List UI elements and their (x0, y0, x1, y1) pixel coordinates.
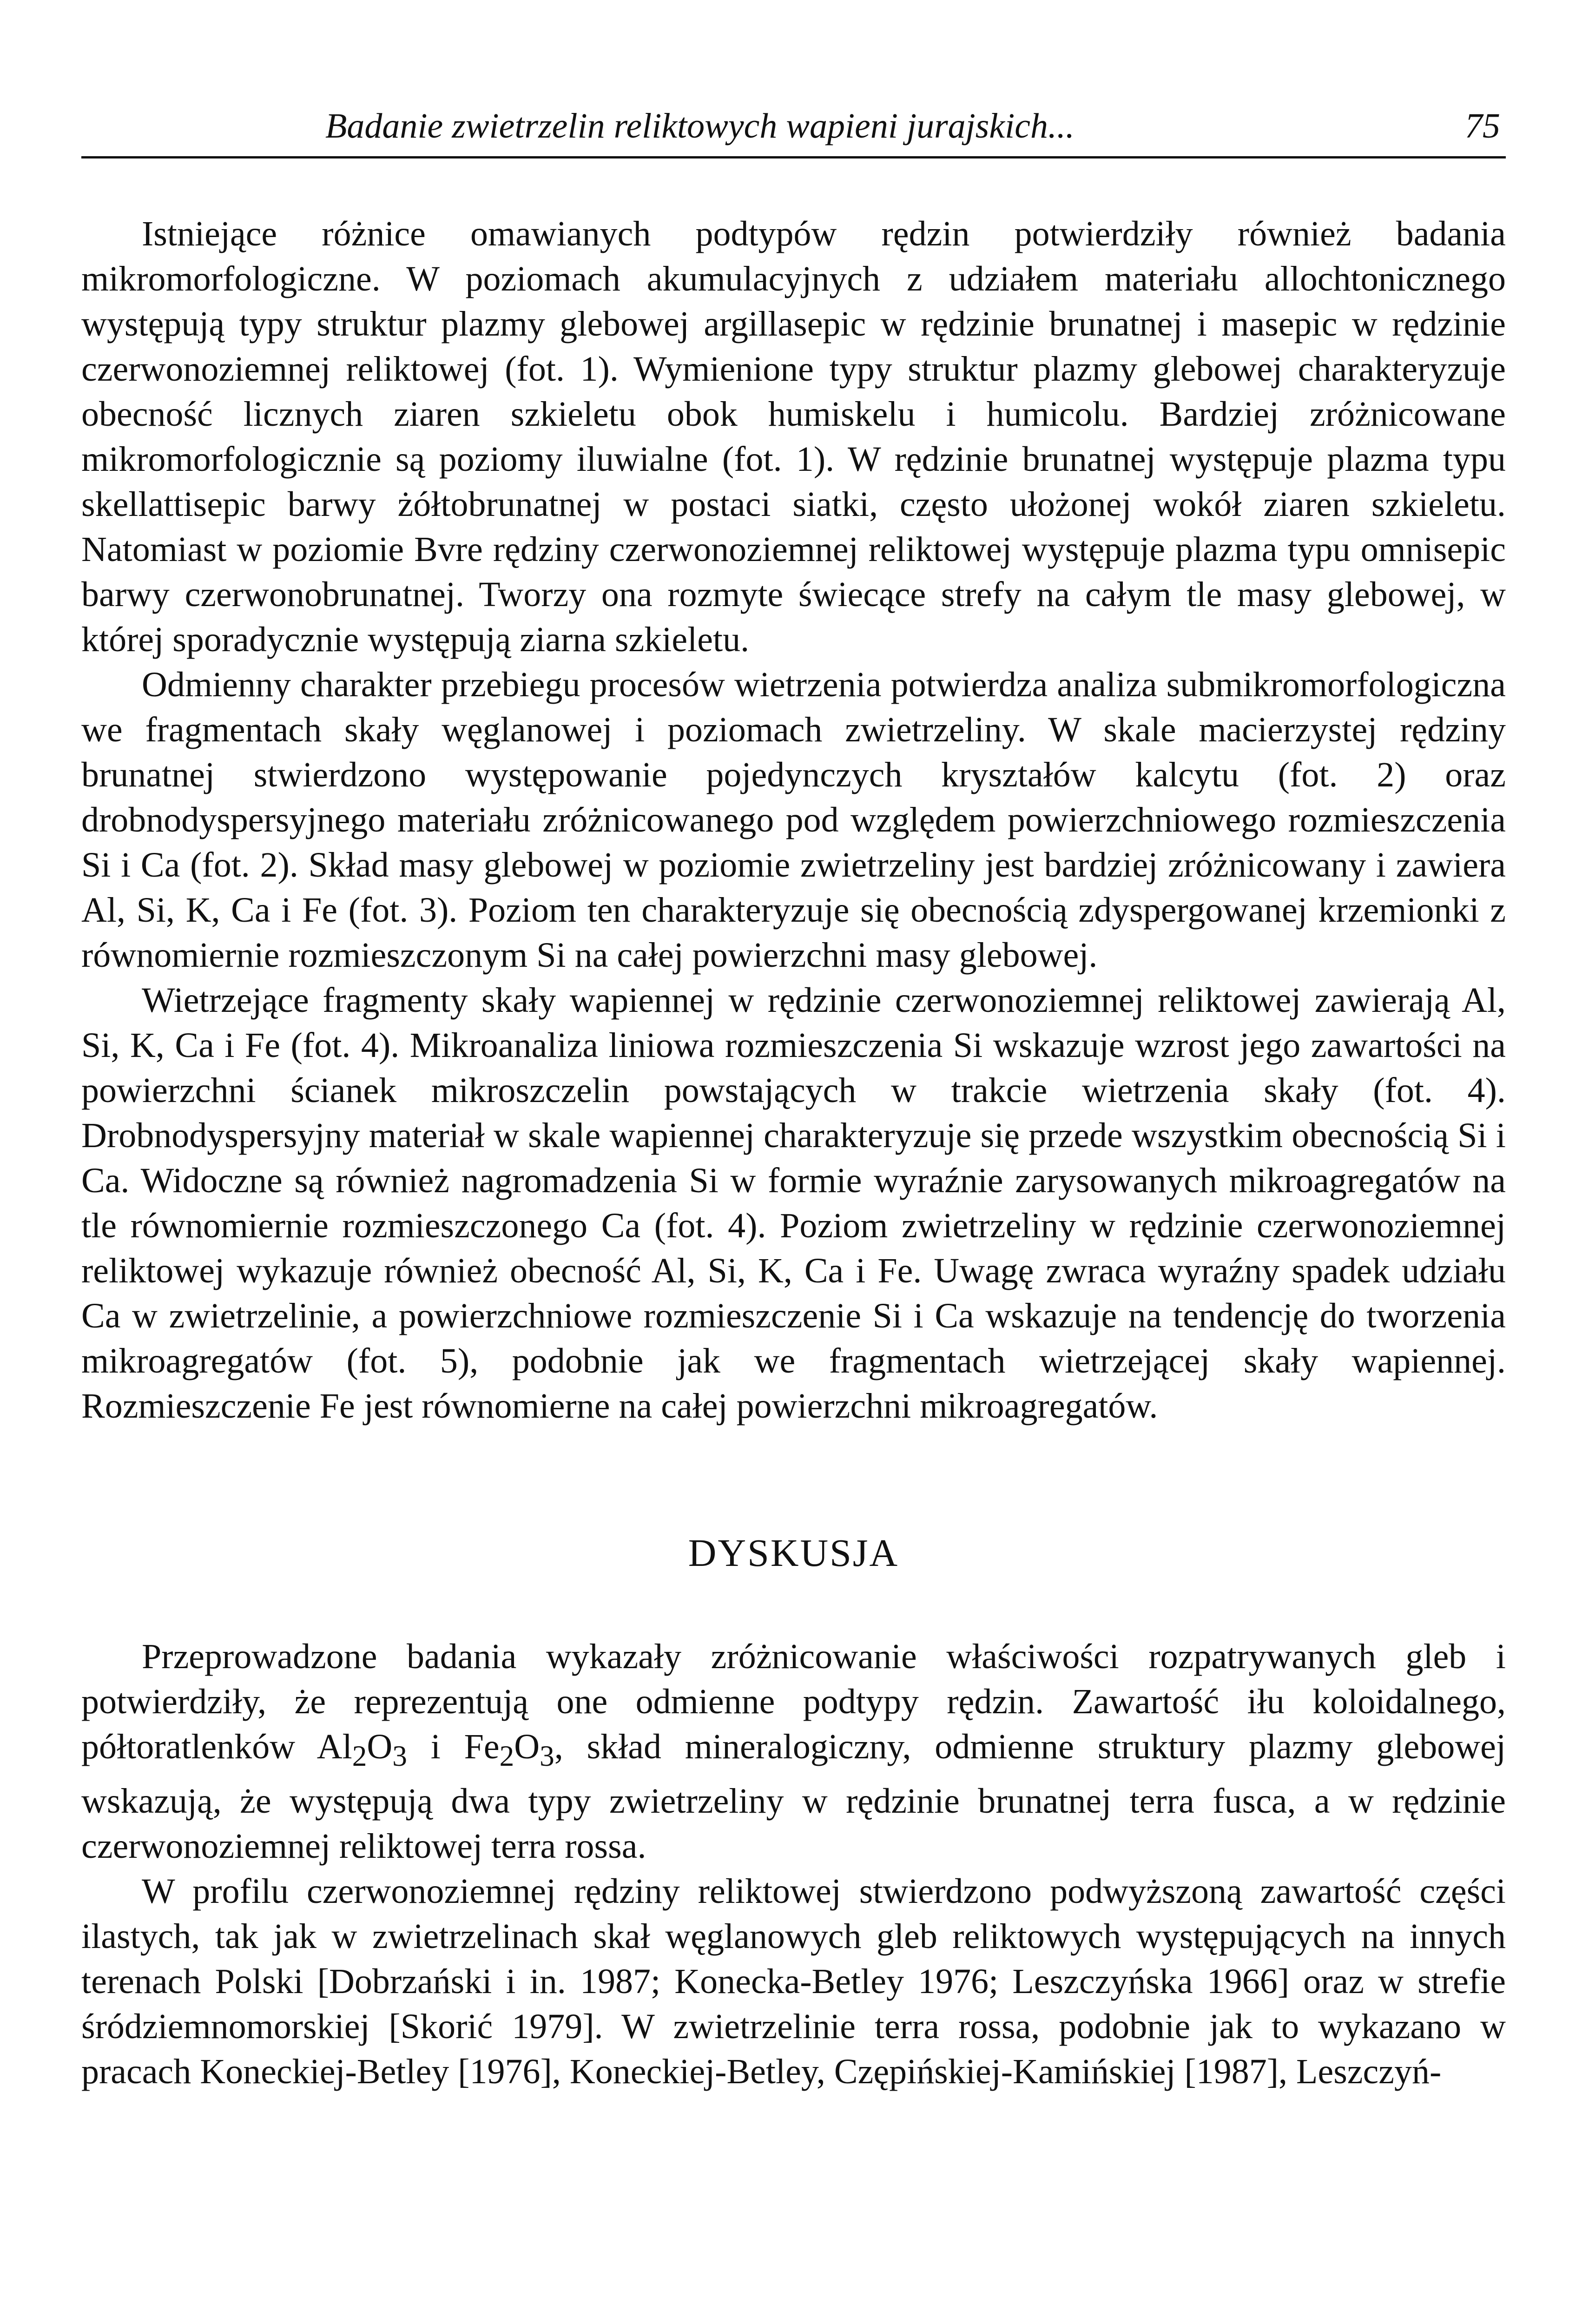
formula-fe2o3: $Fe_2O_3$ (464, 1727, 554, 1773)
paragraph-discussion-1 (81, 1634, 1506, 1869)
page-number: 75 (1465, 106, 1500, 145)
discussion-text-end: , skład mineralogiczny, odmienne struktury plazmy glebowej wskazują, że występują dwa typy zwietrzeliny w rędzinie brunatnej terra fusca, a w rędzinie czerwonoziemnej reliktowej terra rossa. (81, 1727, 1506, 1866)
page-body (81, 211, 1506, 2094)
running-header (81, 100, 1506, 158)
paragraph-discussion-2: W profilu czerwonoziemnej rędziny reliktowej stwierdzono podwyższoną zawartość części ilastych, tak jak w zwietrzelinach skał węglanowych gleb reliktowych występujących na innych terenach Polski [Dobrzański i in. 1987; Konecka-Betley 1976; Leszczyńska 1966] oraz w strefie śródziemnomorskiej [Skorić 1979]. W zwietrzelinie terra rossa, podobnie jak to wykazano w pracach Koneckiej-Betley [1976], Koneckiej-Betley, Czępińskiej-Kamińskiej [1987], Leszczyń- (81, 1872, 1506, 2092)
formula-al2o3: $Al_2O_3$ (316, 1727, 407, 1773)
discussion-text-and: i (407, 1727, 464, 1766)
paragraph-submicromorphology: Odmienny charakter przebiegu procesów wietrzenia potwierdza analiza submikromorfologiczna we fragmentach skały węglanowej i poziomach zwietrzeliny. W skale macierzystej rędziny brunatnej stwierdzono występowanie pojedynczych kryształów kalcytu (fot. 2) oraz drobnodyspersyjnego materiału zróżnicowanego pod względem powierzchniowego rozmieszczenia Si i Ca (fot. 2). Skład masy glebowej w poziomie zwietrzeliny jest bardziej zróżnicowany i zawiera Al, Si, K, Ca i Fe (fot. 3). Poziom ten charakteryzuje się obecnością zdyspergowanej krzemionki z równomiernie rozmieszczonym Si na całej powierzchni masy glebowej. (81, 665, 1506, 975)
paragraph-weathering-fragments: Wietrzejące fragmenty skały wapiennej w rędzinie czerwonoziemnej reliktowej zawierają Al, Si, K, Ca i Fe (fot. 4). Mikroanaliza liniowa rozmieszczenia Si wskazuje wzrost jego zawartości na powierzchni ścianek mikroszczelin powstających w trakcie wietrzenia skały (fot. 4). Drobnodyspersyjny materiał w skale wapiennej charakteryzuje się przede wszystkim obecnością Si i Ca. Widoczne są również nagromadzenia Si w formie wyraźnie zarysowanych mikroagregatów na tle równomiernie rozmieszczonego Ca (fot. 4). Poziom zwietrzeliny w rędzinie czerwonoziemnej reliktowej wykazuje również obecność Al, Si, K, Ca i Fe. Uwagę zwraca wyraźny spadek udziału Ca w zwietrzelinie, a powierzchniowe rozmieszczenie Si i Ca wskazuje na tendencję do tworzenia mikroagregatów (fot. 5), podobnie jak we fragmentach wietrzejącej skały wapiennej. Rozmieszczenie Fe jest równomierne na całej powierzchni mikroagregatów. (81, 981, 1506, 1426)
paragraph-micromorphology: Istniejące różnice omawianych podtypów rędzin potwierdziły również badania mikromorfologiczne. W poziomach akumulacyjnych z udziałem materiału allochtonicznego występują typy struktur plazmy glebowej argillasepic w rędzinie brunatnej i masepic w rędzinie czerwonoziemnej reliktowej (fot. 1). Wymienione typy struktur plazmy glebowej charakteryzuje obecność licznych ziaren szkieletu obok humiskelu i humicolu. Bardziej zróżnicowane mikromorfologicznie są poziomy iluwialne (fot. 1). W rędzinie brunatnej występuje plazma typu skellattisepic barwy żółtobrunatnej w postaci siatki, często ułożonej wokół ziaren szkieletu. Natomiast w poziomie Bvre rędziny czerwonoziemnej reliktowej występuje plazma typu omnisepic barwy czerwonobrunatnej. Tworzy ona rozmyte świecące strefy na całym tle masy glebowej, w której sporadycznie występują ziarna szkieletu. (81, 214, 1506, 659)
discussion-text-start: Przeprowadzone badania wykazały zróżnicowanie właściwości rozpatrywanych gleb i potwierdziły, że reprezentują one odmienne podtypy rędzin. Zawartość iłu koloidalnego, półtoratlenków (81, 1637, 1506, 1766)
running-title: Badanie zwietrzelin reliktowych wapieni jurajskich... (325, 106, 1074, 145)
section-heading-discussion: DYSKUSJA (688, 1532, 899, 1575)
